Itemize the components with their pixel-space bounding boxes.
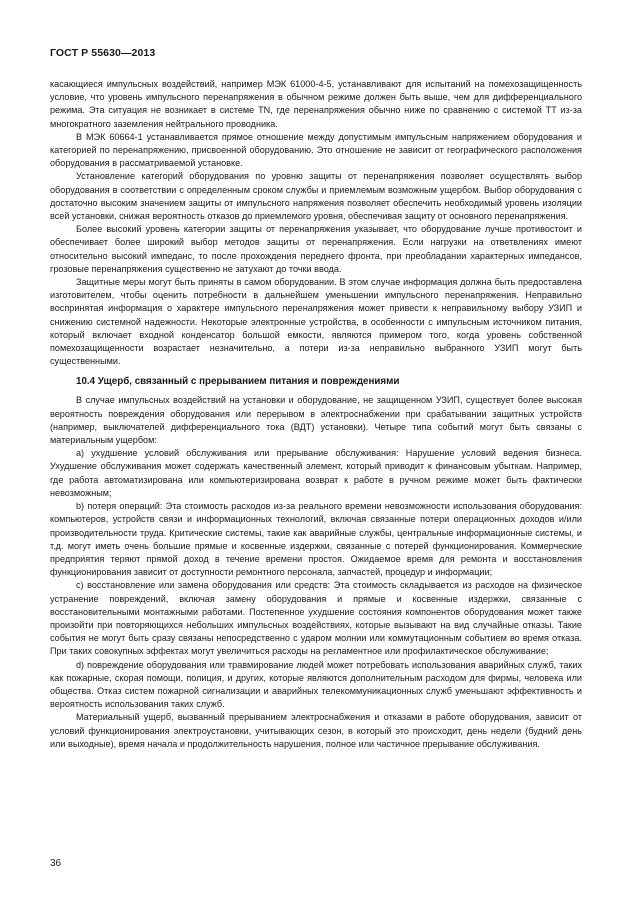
page-body: [50, 78, 582, 751]
list-item-c: c) восстановление или замена оборудования или средств: Эта стоимость складывается из расходов на физическое устранение повреждений, включая замену оборудования и прямые и косвенные издержки, связанные с восстановительными монтажными работами. Постепенное ухудшение состояния компонентов оборудования может также произойти при повторяющихся небольших импульсных воздействиях, которые вызывают на вид случайные отказы. Такие события не могут быть сразу связаны непосредственно с ударом молнии или коммутационным событием во время отказа. При таких совокупных эффектах могут увеличиться расходы на регламентное или профилактическое обслуживание;: [50, 580, 582, 657]
list-item-b: b) потеря операций: Эта стоимость расходов из-за реального времени невозможности использования оборудования: компьютеров, устройств связи и информационных технологий, включая связанные потери операционных доходов и/или производительности труда. Критические системы, такие как аварийные службы, центральные информационные системы, и т.д. могут иметь очень большие прямые и косвенные издержки, связанные с потерей функционирования. Коммерческие предприятия теряют прямой доход в течение времени простоя. Ожидаемое время для ремонта и восстановления функционирования зависит от доступности ремонтного персонала, запчастей, процедур и информации;: [50, 501, 582, 578]
page-number: 36: [50, 858, 62, 869]
section-heading: 10.4 Ущерб, связанный с прерыванием питания и повреждениями: [76, 376, 400, 388]
list-item-a: а) ухудшение условий обслуживания или прерывание обслуживания: Нарушение условий ведения бизнеса. Ухудшение обслуживания может содержать качественный элемент, который приводит к финансовым убыткам. Например, где работа автоматизирована или компьютеризирована возврат к работе в ручном режиме может быть фактически невозможным;: [50, 448, 582, 498]
paragraph: В случае импульсных воздействий на установки и оборудование, не защищенном УЗИП, существует более высокая вероятность повреждения оборудования или перерывом в электроснабжении при срабатывании защитных устройств (например, выключателей дифференциального тока (ВДТ) установки). Четыре типа событий могут быть связаны с материальным ущербом:: [50, 395, 582, 446]
paragraph: Более высокий уровень категории защиты от перенапряжения указывает, что оборудование лучше противостоит и обеспечивает более широкий выбор методов защиты от перенапряжения. Если нагрузки на ответвлениях имеют относительно высокий импеданс, то после прохождения переднего фронта, при преобладании характерных импедансов, грозовые перенапряжения существенно не затухают до точки ввода.: [50, 224, 582, 274]
paragraph: касающиеся импульсных воздействий, например МЭК 61000-4-5, устанавливают для испытаний на помехозащищенность условие, что уровень импульсного перенапряжения в обычном режиме должен быть выше, чем для дифференциального режима. Эта ситуация не возникает в системе TN, где перенапряжения обычно ниже по сравнению с системой TT из-за многократного заземления нейтрального проводника.: [50, 79, 582, 129]
paragraph: Материальный ущерб, вызванный прерыванием электроснабжения и отказами в работе оборудования, зависит от условий функционирования электроустановки, учитывающих сезон, в который это происходит, день недели (будний день или выходные), время начала и продолжительность нарушения, полное или частичное прерывание обслуживания.: [50, 712, 582, 749]
paragraph: В МЭК 60664-1 устанавливается прямое отношение между допустимым импульсным напряжением оборудования и категорией по перенапряжению, присвоенной оборудованию. Это отношение не зависит от географического расположения оборудования в рассматриваемой установке.: [50, 131, 582, 169]
paragraph: Установление категорий оборудования по уровню защиты от перенапряжения позволяет осуществлять выбор оборудования в соответствии с определенным сроком службы и приемлемым возможным ущербом. Выбор оборудования с достаточно высоким значением защиты от импульсного напряжения позволяет обеспечить необходимый уровень изоляции всей установки, снижая вероятность отказов до приемлемого уровня, обеспечивая защиту от основного перенапряжения.: [50, 171, 582, 222]
list-item-d: d) повреждение оборудования или травмирование людей может потребовать использования аварийных служб, таких как пожарные, скорая помощи, полиция, и других, которые являются дополнительным расходом для фирмы, человека или общества. Отказ систем пожарной сигнализации и аварийных телекоммуникационных служб уменьшают эффективность и вероятность использования таких служб.: [50, 659, 582, 710]
document-header: ГОСТ Р 55630—2013: [50, 47, 156, 59]
paragraph: Защитные меры могут быть приняты в самом оборудовании. В этом случае информация должна быть предоставлена изготовителем, чтобы оценить потребности в дальнейшем уменьшении импульсного перенапряжения. Неправильно воспринятая информация о характере импульсного перенапряжения может привести к неправильному выбору УЗИП и снижению системной надежности. Некоторые электронные устройства, в особенности с импульсным источником питания, который включает входной конденсатор большой емкости, являются примером того, когда уровень собственной помехозащищенности возрастает незначительно, а потери из-за неправильно выбранного УЗИП могут быть существенными.: [50, 277, 582, 367]
